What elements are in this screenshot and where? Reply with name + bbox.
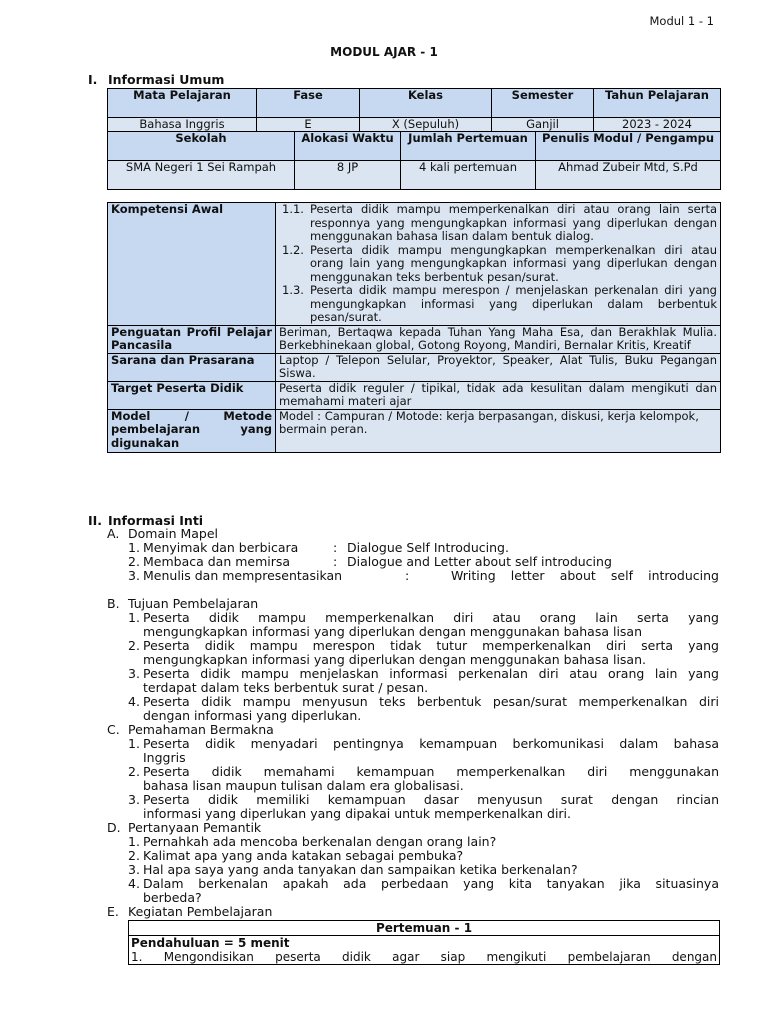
- table-row: [108, 203, 721, 326]
- item-number: 2.: [128, 554, 140, 569]
- section-number: I.: [88, 72, 98, 87]
- info-table-2: [107, 131, 721, 190]
- row-label: Target Peserta Didik: [108, 381, 276, 409]
- list-item: [279, 284, 717, 325]
- list-item: [279, 244, 717, 285]
- subsection-heading: [107, 527, 719, 541]
- subsection-title: Pemahaman Bermakna: [128, 722, 274, 737]
- subsection-letter: A.: [107, 526, 120, 541]
- tujuan-section: [107, 597, 719, 919]
- item-line: terdapat dalam teks berbentuk surat / pesan.: [143, 680, 429, 695]
- item-text: [143, 877, 719, 905]
- value-cell: 8 JP: [295, 161, 401, 190]
- list-item: [107, 569, 719, 583]
- row-label: Kompetensi Awal: [108, 203, 276, 326]
- list-item: [107, 667, 719, 695]
- row-label: Penguatan Profil Pelajar Pancasila: [108, 325, 276, 353]
- table-row: [129, 921, 720, 936]
- header-cell: Tahun Pelajaran: [594, 89, 721, 118]
- header-cell: Mata Pelajaran: [108, 89, 257, 118]
- list-item: [107, 835, 719, 849]
- header-cell: Penulis Modul / Pengampu: [536, 132, 721, 161]
- item-line: dengan informasi yang diperlukan.: [143, 708, 362, 723]
- item-text: [143, 611, 719, 639]
- item-number: 3.: [128, 666, 140, 681]
- value-cell: X (Sepuluh): [360, 118, 492, 133]
- subsection-heading: [107, 597, 719, 611]
- pertemuan-header: Pertemuan - 1: [129, 921, 720, 936]
- table-row: [108, 325, 721, 353]
- table-row: [108, 161, 721, 190]
- header-cell: Kelas: [360, 89, 492, 118]
- section-1-heading: [88, 72, 224, 87]
- list-item: [107, 611, 719, 639]
- item-number: 1.: [128, 610, 140, 625]
- header-cell: Sekolah: [108, 132, 295, 161]
- value-cell: 4 kali pertemuan: [401, 161, 536, 190]
- header-cell: Jumlah Pertemuan: [401, 132, 536, 161]
- list-item: [107, 793, 719, 821]
- pendahuluan-cell: [129, 936, 720, 965]
- item-text: [143, 639, 719, 667]
- item-text: Peserta didik mampu memperkenalkan diri atau orang lain serta responnya yang mengungkapkan informasi yang diperlukan dengan menggunakan bahasa lisan dalam bentuk dialog.: [310, 202, 717, 243]
- item-number: 2.: [128, 848, 140, 863]
- item-text: [143, 695, 719, 723]
- item-number: 1.: [128, 736, 140, 751]
- item-number: 4.: [128, 876, 140, 891]
- section-title: Informasi Inti: [108, 513, 204, 528]
- header-cell: Fase: [257, 89, 360, 118]
- list-item: [279, 203, 717, 244]
- page-number-label: Modul 1 - 1: [649, 14, 714, 28]
- table-row: [108, 89, 721, 118]
- item-line: Peserta didik memiliki kemampuan dasar menyusun surat dengan rincian: [143, 792, 719, 807]
- list-item: [107, 877, 719, 905]
- table-row: [108, 118, 721, 133]
- item-line: Peserta didik mampu memperkenalkan diri atau orang lain serta yang: [143, 610, 719, 625]
- subsection-heading: [107, 821, 719, 835]
- item-line: Peserta didik mampu menyusun teks berbentuk pesan/surat memperkenalkan diri: [143, 694, 719, 709]
- item-number: 2.: [128, 764, 140, 779]
- detail-table: [107, 202, 721, 453]
- subsection-title: Pertanyaan Pemantik: [128, 820, 262, 835]
- section-title: Informasi Umum: [108, 72, 225, 87]
- value-cell: Ganjil: [492, 118, 594, 133]
- list-item: [107, 863, 719, 877]
- item-text: [143, 793, 719, 821]
- item-number: 3.: [128, 862, 140, 877]
- list-item: [107, 555, 719, 569]
- document-title: MODUL AJAR - 1: [330, 45, 438, 59]
- item-text: Pernahkah ada mencoba berkenalan dengan orang lain?: [143, 834, 497, 849]
- item-number: 2.: [128, 638, 140, 653]
- table-row: [129, 936, 720, 965]
- item-text: [143, 667, 719, 695]
- item-number: 1.1.: [282, 202, 304, 216]
- subsection-title: Domain Mapel: [128, 526, 219, 541]
- item-text: Hal apa saya yang anda tanyakan dan sampaikan ketika berkenalan?: [143, 862, 578, 877]
- item-line: informasi yang diperlukan yang dipakai untuk memperkenalkan diri.: [143, 806, 571, 821]
- row-value: Beriman, Bertaqwa kepada Tuhan Yang Maha Esa, dan Berakhlak Mulia. Berkebhinekaan global, Gotong Royong, Mandiri, Bernalar Kritis, Kreatif: [276, 325, 721, 353]
- row-label: Sarana dan Prasarana: [108, 353, 276, 381]
- item-name: Menulis dan mempresentasikan: [143, 568, 343, 583]
- item-separator: :: [405, 568, 410, 583]
- list-item: [107, 639, 719, 667]
- list-item: 1. Mengondisikan peserta didik agar siap mengikuti pembelajaran dengan: [131, 950, 717, 964]
- value-cell: Bahasa Inggris: [108, 118, 257, 133]
- list-item: [107, 737, 719, 765]
- item-text: Kalimat apa yang anda katakan sebagai pembuka?: [143, 848, 464, 863]
- subsection-letter: E.: [107, 904, 119, 919]
- item-separator: :: [333, 554, 338, 569]
- item-line: mengungkapkan informasi yang diperlukan dengan menggunakan bahasa lisan.: [143, 652, 646, 667]
- item-text: Peserta didik mampu merespon / menjelaskan perkenalan diri yang mengungkapkan informasi yang diperlukan dalam berbentuk pesan/surat.: [310, 283, 717, 324]
- item-number: 3.: [128, 568, 140, 583]
- subsection-letter: C.: [107, 722, 120, 737]
- item-line: bahasa lisan maupun tulisan dalam era globalisasi.: [143, 778, 464, 793]
- item-line: mengungkapkan informasi yang diperlukan dengan menggunakan bahasa lisan: [143, 624, 643, 639]
- kegiatan-table: [128, 920, 720, 965]
- item-value: Dialogue Self Introducing.: [347, 540, 509, 555]
- value-cell: SMA Negeri 1 Sei Rampah: [108, 161, 295, 190]
- subsection-title: Kegiatan Pembelajaran: [128, 904, 273, 919]
- subsection-letter: D.: [107, 820, 121, 835]
- item-number: 1.2.: [282, 242, 304, 257]
- row-value: Model : Campuran / Motode: kerja berpasangan, diskusi, kerja kelompok, bermain peran.: [276, 409, 721, 452]
- item-line: Peserta didik memahami kemampuan memperkenalkan diri menggunakan: [143, 764, 719, 779]
- item-text: Peserta didik mampu mengungkapkan memperkenalkan diri atau orang lain yang mengungkapkan informasi yang diperlukan dengan menggunakan teks berbentuk pesan/surat.: [310, 242, 717, 284]
- table-row: [108, 353, 721, 381]
- list-item: [107, 695, 719, 723]
- header-cell: Alokasi Waktu: [295, 132, 401, 161]
- domain-mapel-section: [107, 527, 719, 583]
- table-row: [108, 132, 721, 161]
- item-number: 1.: [128, 540, 140, 555]
- section-number: II.: [88, 513, 103, 528]
- item-number: 1.: [128, 834, 140, 849]
- value-cell: E: [257, 118, 360, 133]
- row-label: Model / Metode pembelajaran yang digunakan: [108, 409, 276, 452]
- table-row: [108, 409, 721, 452]
- item-line: Peserta didik mampu menjelaskan informasi perkenalan diri atau orang lain yang: [143, 666, 719, 681]
- subsection-title: Tujuan Pembelajaran: [128, 596, 259, 611]
- item-number: 1.3.: [282, 283, 304, 297]
- item-text: [143, 737, 719, 765]
- subsection-heading: [107, 905, 719, 919]
- item-value: Writing letter about self introducing: [451, 568, 719, 583]
- item-line: berbeda?: [143, 890, 202, 905]
- list-item: [107, 541, 719, 555]
- row-value: Peserta didik reguler / tipikal, tidak ada kesulitan dalam mengikuti dan memahami materi ajar: [276, 381, 721, 409]
- item-number: 4.: [128, 694, 140, 709]
- item-name: Menyimak dan berbicara: [143, 540, 299, 555]
- subsection-heading: [107, 723, 719, 737]
- table-row: [108, 381, 721, 409]
- pendahuluan-title: Pendahuluan = 5 menit: [131, 936, 290, 950]
- list-item: [107, 849, 719, 863]
- item-line: Inggris: [143, 750, 186, 765]
- item-separator: :: [333, 540, 338, 555]
- header-cell: Semester: [492, 89, 594, 118]
- value-cell: 2023 - 2024: [594, 118, 721, 133]
- item-value: Dialogue and Letter about self introducing: [347, 554, 612, 569]
- item-line: Peserta didik menyadari pentingnya kemampuan berkomunikasi dalam bahasa: [143, 736, 719, 751]
- item-number: 3.: [128, 792, 140, 807]
- subsection-letter: B.: [107, 596, 120, 611]
- list-item: [107, 765, 719, 793]
- info-table: [107, 88, 721, 133]
- value-cell: Ahmad Zubeir Mtd, S.Pd: [536, 161, 721, 190]
- item-line: Peserta didik mampu merespon tidak tutur memperkenalkan diri serta yang: [143, 638, 719, 653]
- item-name: Membaca dan memirsa: [143, 554, 291, 569]
- kompetensi-list: [276, 203, 721, 326]
- item-text: [143, 765, 719, 793]
- item-line: Dalam berkenalan apakah ada perbedaan yang kita tanyakan jika situasinya: [143, 876, 719, 891]
- row-value: Laptop / Telepon Selular, Proyektor, Speaker, Alat Tulis, Buku Pegangan Siswa.: [276, 353, 721, 381]
